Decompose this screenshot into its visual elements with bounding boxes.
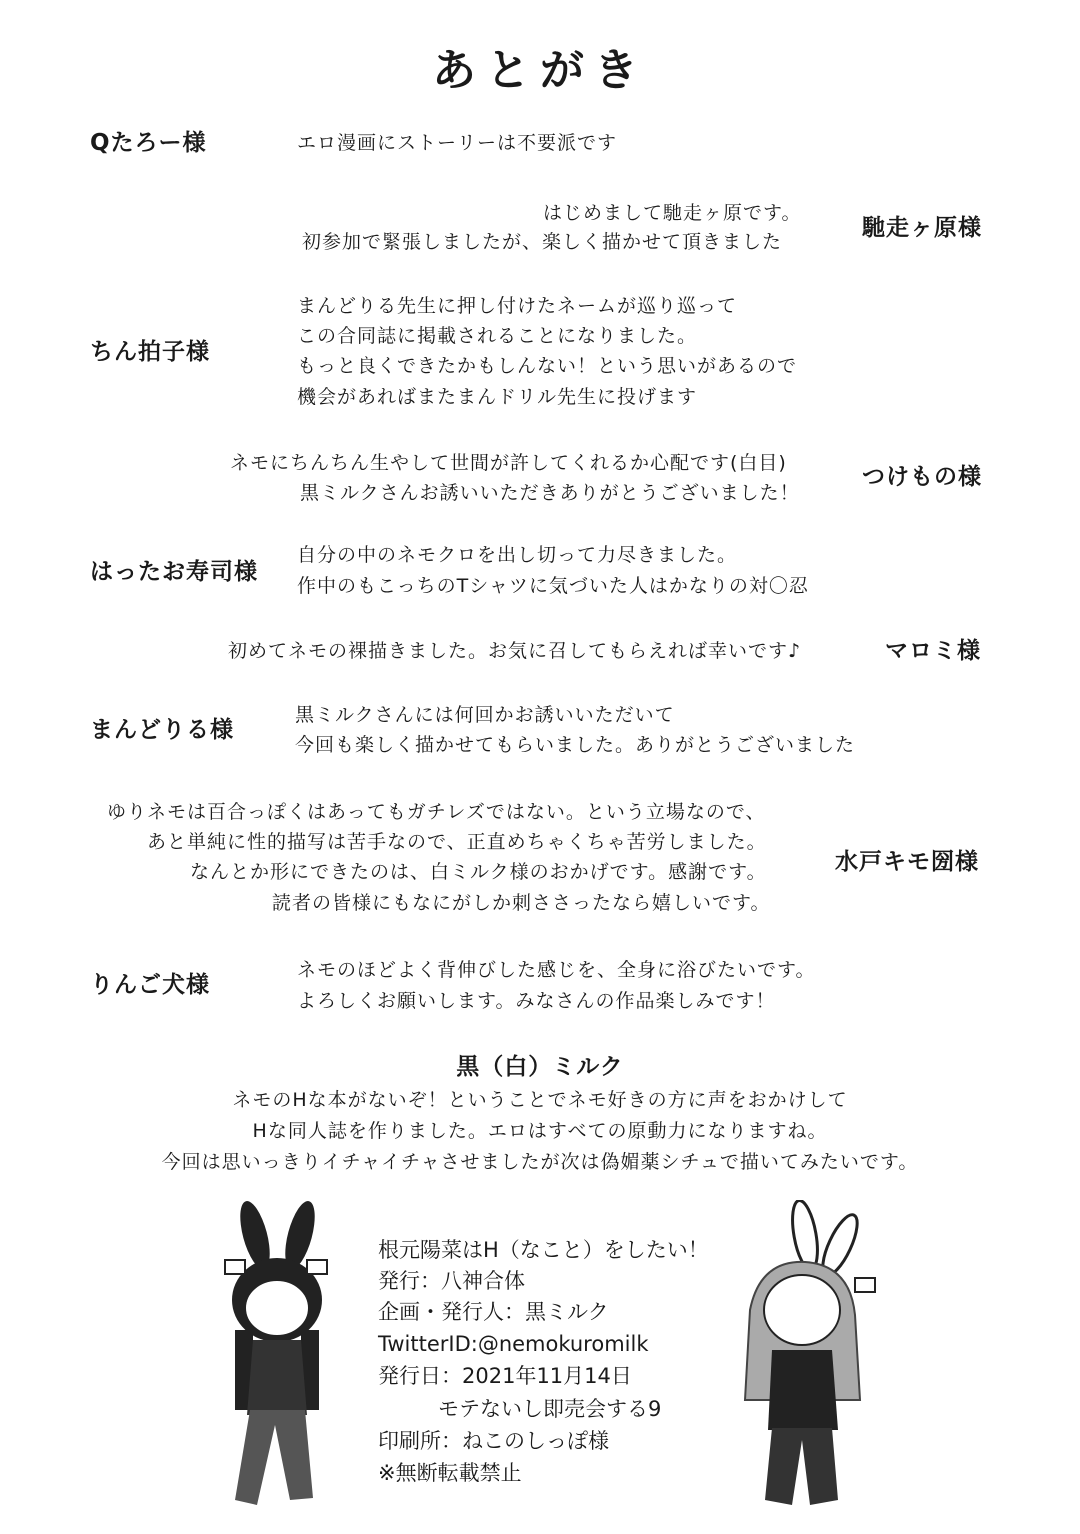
comment-line: 作中のもこっちのTシャツに気づいた人はかなりの対〇忍 xyxy=(297,575,809,597)
author-line: ネモのHな本がないぞ！ということでネモ好きの方に声をおかけして xyxy=(232,1089,848,1111)
colophon-title: 根元陽菜はH（なこと）をしたい！ xyxy=(378,1238,709,1262)
contributor-name: つけもの様 xyxy=(862,464,982,490)
colophon-printer: 印刷所：ねこのしっぽ様 xyxy=(378,1429,609,1453)
comment-line: エロ漫画にストーリーは不要派です xyxy=(297,132,618,154)
colophon-notice: ※無断転載禁止 xyxy=(378,1461,522,1485)
contributor-name: ちん拍子様 xyxy=(90,339,210,365)
comment-line: まんどりる先生に押し付けたネームが巡り巡って xyxy=(297,295,738,317)
author-line: Hな同人誌を作りました。エロはすべての原動力になりますね。 xyxy=(252,1120,828,1142)
contributor-name: りんご犬様 xyxy=(90,972,210,998)
comment-line: あと単純に性的描写は苦手なので、正直めちゃくちゃ苦労しました。 xyxy=(147,831,767,853)
contributor-name: マロミ様 xyxy=(885,638,981,664)
comment-line: 黒ミルクさんには何回かお誘いいただいて xyxy=(295,704,675,726)
colophon-event: モテないし即売会する9 xyxy=(438,1397,662,1421)
author-name: 黒（白）ミルク xyxy=(456,1054,624,1080)
comment-line: 今回も楽しく描かせてもらいました。ありがとうございました xyxy=(295,734,856,756)
comment-line: ゆりネモは百合っぽくはあってもガチレズではない。という立場なので、 xyxy=(107,801,766,823)
page-title: あとがき xyxy=(432,45,648,96)
comment-line: 機会があればまたまんドリル先生に投げます xyxy=(297,386,698,408)
comment-line: ネモのほどよく背伸びした感じを、全身に浴びたいです。 xyxy=(297,959,816,981)
author-line: 今回は思いっきりイチャイチャさせましたが次は偽媚薬シチュで描いてみたいです。 xyxy=(161,1151,919,1173)
bunny-girl-illustration-right xyxy=(710,1200,890,1515)
comment-line: 黒ミルクさんお誘いいただきありがとうございました！ xyxy=(300,482,800,504)
contributor-name: まんどりる様 xyxy=(90,717,234,743)
colophon-publisher: 発行：八神合体 xyxy=(378,1269,525,1293)
comment-line: よろしくお願いします。みなさんの作品楽しみです！ xyxy=(297,990,776,1012)
comment-line: 初めてネモの裸描きました。お気に召してもらえれば幸いです♪ xyxy=(228,640,802,662)
comment-line: もっと良くできたかもしんない！という思いがあるので xyxy=(297,355,798,377)
colophon-planner: 企画・発行人：黒ミルク xyxy=(378,1300,609,1324)
contributor-name: Qたろー様 xyxy=(90,130,207,156)
bunny-girl-illustration-left xyxy=(195,1200,355,1515)
contributor-name: 水戸キモ圀様 xyxy=(835,849,979,875)
contributor-name: はったお寿司様 xyxy=(90,559,258,585)
comment-line: 読者の皆様にもなにがしか刺ささったなら嬉しいです。 xyxy=(272,892,771,914)
contributor-name: 馳走ヶ原様 xyxy=(862,215,982,241)
comment-line: 自分の中のネモクロを出し切って力尽きました。 xyxy=(297,544,738,566)
comment-line: ネモにちんちん生やして世間が許してくれるか心配です(白目) xyxy=(230,452,787,474)
comment-line: 初参加で緊張しましたが、楽しく描かせて頂きました xyxy=(302,231,783,253)
comment-line: はじめまして馳走ヶ原です。 xyxy=(543,202,802,224)
colophon-date: 発行日：2021年11月14日 xyxy=(378,1364,632,1388)
comment-line: なんとか形にできたのは、白ミルク様のおかげです。感謝です。 xyxy=(190,861,767,883)
comment-line: この合同誌に掲載されることになりました。 xyxy=(297,325,698,347)
colophon-twitter: TwitterID:@nemokuromilk xyxy=(378,1332,649,1356)
